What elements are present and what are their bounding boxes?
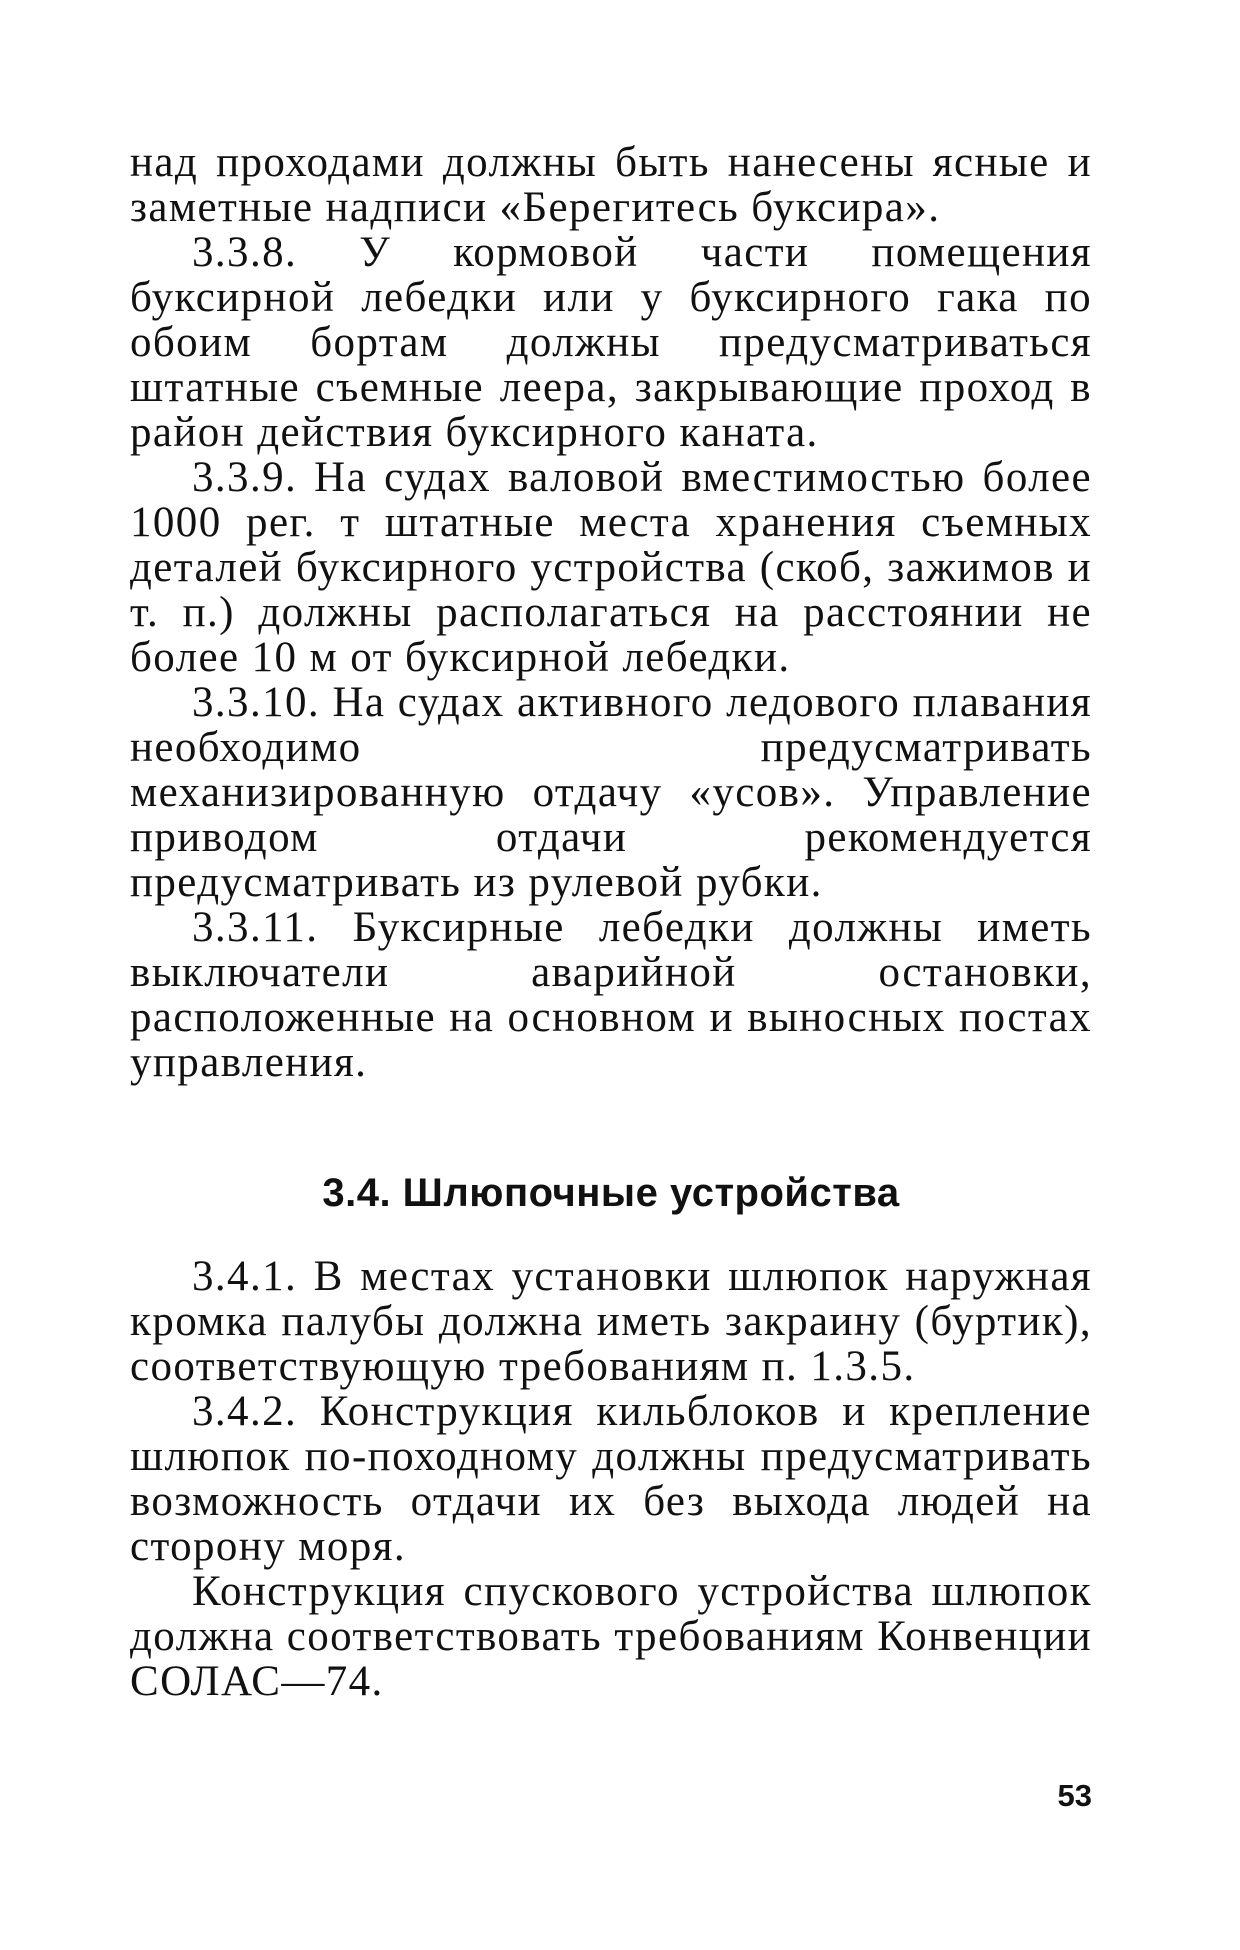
- paragraph-3-4-1: 3.4.1. В местах установки шлюпок наружная кромка палубы должна иметь закраину (буртик), соответствующую требованиям п. 1.3.5.: [130, 1253, 1092, 1390]
- paragraph-3-3-11: 3.3.11. Буксирные лебедки должны иметь выключатели аварийной остановки, расположенные на основном и выносных постах управления.: [130, 904, 1092, 1086]
- page-number: 53: [1057, 1778, 1092, 1813]
- paragraph-continuation: над проходами должны быть нанесены ясные и заметные надписи «Берегитесь буксира».: [130, 139, 1092, 231]
- paragraph-3-4-2: 3.4.2. Конструкция кильблоков и крепление шлюпок по-походному должны предусматривать возможность отдачи их без выхода людей на сторону моря.: [130, 1388, 1092, 1570]
- section-title: 3.4. Шлюпочные устройства: [322, 1171, 900, 1215]
- paragraph-3-3-10: 3.3.10. На судах активного ледового плавания необходимо предусматривать механизированную отдачу «усов». Управление приводом отдачи рекомендуется предусматривать из рулевой рубки.: [130, 679, 1092, 906]
- document-page: [130, 140, 1092, 1704]
- paragraph-3-3-9: 3.3.9. На судах валовой вместимостью более 1000 рег. т штатные места хранения съемных деталей буксирного устройства (скоб, зажимов и т. п.) должны располагаться на расстоянии не более 10 м от буксирной лебедки.: [130, 454, 1092, 681]
- paragraph-launching-device: Конструкция спускового устройства шлюпок должна соответствовать требованиям Конвенции СОЛАС—74.: [130, 1568, 1092, 1705]
- paragraph-3-3-8: 3.3.8. У кормовой части помещения буксирной лебедки или у буксирного гака по обоим бортам должны предусматриваться штатные съемные леера, закрывающие проход в район действия буксирного каната.: [130, 229, 1092, 456]
